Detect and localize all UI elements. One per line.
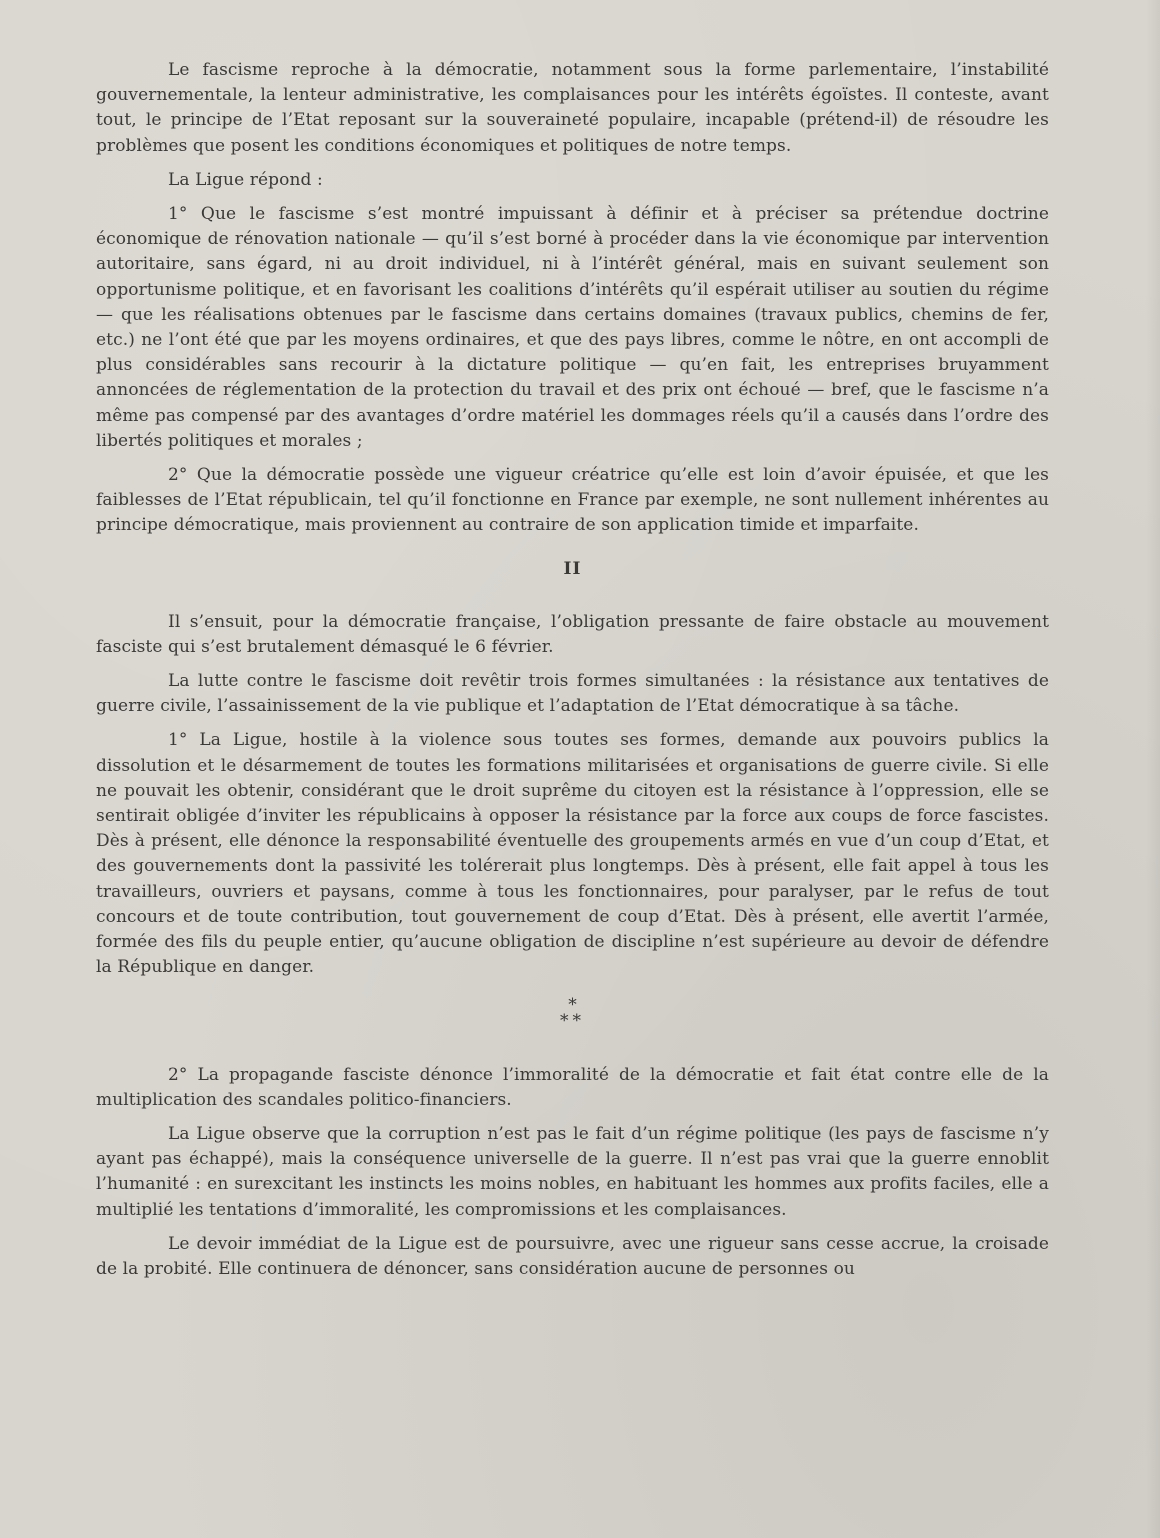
paragraph-three-forms: La lutte contre le fascisme doit revêtir trois formes simultanées : la résistance aux tentatives de guerre civile, l’assainissement de la vie publique et l’adaptation de l’Etat démocratique à sa tâche. — [96, 671, 1049, 717]
paragraph-obligation: Il s’ensuit, pour la démocratie française, l’obligation pressante de faire obstacle au mouvement fasciste qui s’est brutalement démasqué le 6 février. — [96, 611, 1049, 657]
paragraph-corruption: La Ligue observe que la corruption n’est pas le fait d’un régime politique (les pays de fascisme n’y ayant pas échappé), mais la conséquence universelle de la guerre. Il n’est pas vrai que la guerre ennoblit l’humanité : en surexcitant les instincts les moins nobles, en habituant les hommes aux profits faciles, elle a multiplié les tentations d’immoralité, les compromissions et les complaisances. — [96, 1123, 1049, 1220]
page-edge-shadow — [1146, 0, 1160, 1538]
asterism-bottom: ** — [560, 1010, 585, 1031]
document-body — [96, 58, 1049, 1291]
paragraph-fascism-reproach: Le fascisme reproche à la démocratie, notamment sous la forme parlementaire, l’instabilité gouvernementale, la lenteur administrative, les complaisances pour les intérêts égoïstes. Il conteste, avant tout, le principe de l’Etat reposant sur la souveraineté populaire, incapable (prétend-il) de résoudre les problèmes que posent les conditions économiques et politiques de notre temps. — [96, 60, 1049, 156]
paragraph-point-2-democracy: 2° Que la démocratie possède une vigueur créatrice qu’elle est loin d’avoir épuisée, et que les faiblesses de l’Etat républicain, tel qu’il fonctionne en France par exemple, ne sont nullement inhérentes au principe démocratique, mais proviennent au contraire de son application timide et imparfaite. — [96, 465, 1049, 536]
paragraph-duty: Le devoir immédiat de la Ligue est de poursuivre, avec une rigueur sans cesse accrue, la croisade de la probité. Elle continuera de dénoncer, sans considération aucune de personnes ou — [96, 1233, 1049, 1279]
section-heading-ii: II — [563, 558, 582, 579]
paragraph-point-2-propaganda: 2° La propagande fasciste dénonce l’immoralité de la démocratie et fait état contre elle de la multiplication des scandales politico-financiers. — [96, 1064, 1049, 1110]
paragraph-ligue-repond: La Ligue répond : — [168, 169, 323, 190]
paragraph-point-1-violence: 1° La Ligue, hostile à la violence sous toutes ses formes, demande aux pouvoirs publics la dissolution et le désarmement de toutes les formations militarisées et organisations de guerre civile. Si elle ne pouvait les obtenir, considérant que le droit suprême du citoyen est la résistance à l’oppression, elle se sentirait obligée d’inviter les républicains à opposer la résistance par la force aux coups de force fascistes. Dès à présent, elle dénonce la responsabilité éventuelle des groupements armés en vue d’un coup d’Etat, et des gouvernements dont la passivité les tolérerait plus longtemps. Dès à présent, elle fait appel à tous les travailleurs, ouvriers et paysans, comme à tous les fonctionnaires, pour paralyser, par le refus de tout concours et de toute contribution, tout gouvernement de coup d’Etat. Dès à présent, elle avertit l’armée, formée des fils du peuple entier, qu’aucune obligation de discipline n’est supérieure au devoir de défendre la République en danger. — [96, 730, 1049, 978]
paragraph-point-1-economic: 1° Que le fascisme s’est montré impuissant à définir et à préciser sa prétendue doctrine économique de rénovation nationale — qu’il s’est borné à procéder dans la vie économique par intervention autoritaire, sans égard, ni au droit individuel, ni à l’intérêt général, mais en suivant seulement son opportunisme politique, et en favorisant les coalitions d’intérêts qu’il espérait utiliser au soutien du régime — que les réalisations obtenues par le fascisme dans certains domaines (travaux publics, chemins de fer, etc.) ne l’ont été que par les moyens ordinaires, et que des pays libres, comme le nôtre, en ont accompli de plus considérables sans recourir à la dictature politique — qu’en fait, les entreprises bruyamment annoncées de réglementation de la protection du travail et des prix ont échoué — bref, que le fascisme n’a même pas compensé par des avantages d’ordre matériel les dommages réels qu’il a causés dans l’ordre des libertés politiques et morales ; — [96, 204, 1049, 451]
asterism-divider — [96, 994, 1049, 1031]
asterism-top: * — [568, 994, 577, 1015]
